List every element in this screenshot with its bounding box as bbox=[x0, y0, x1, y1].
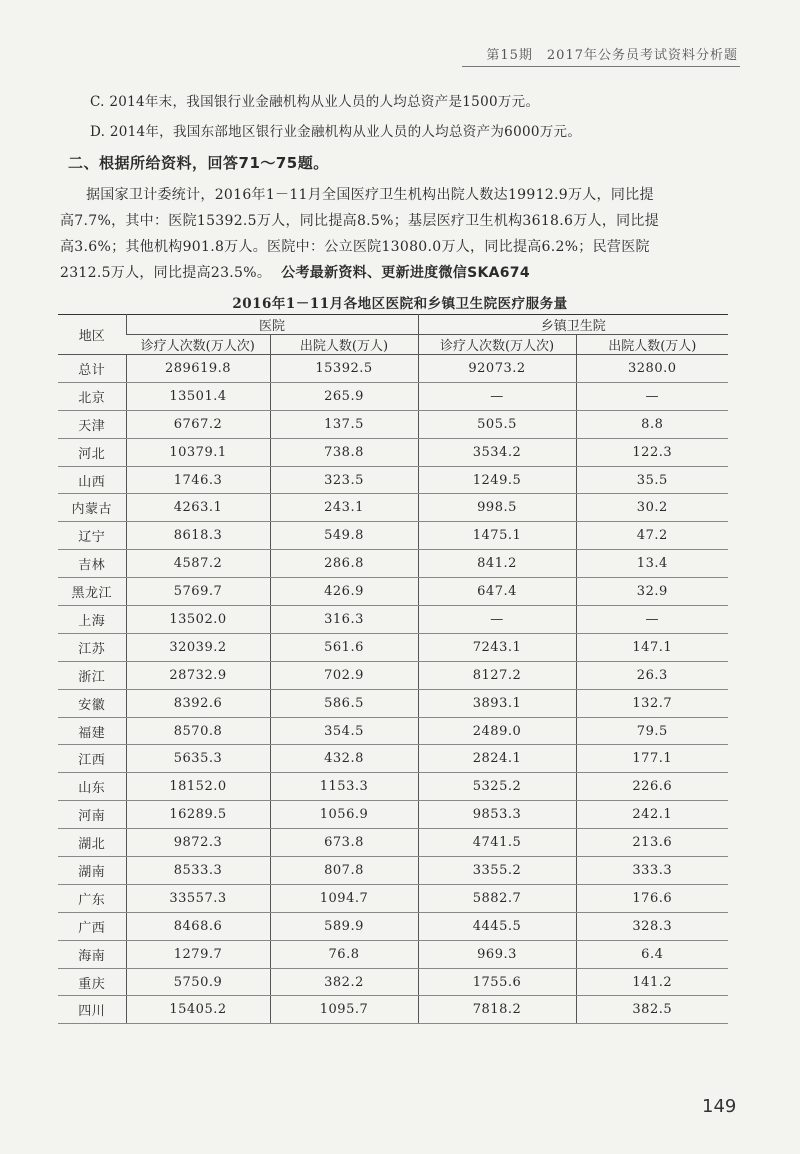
cell-region: 辽宁 bbox=[58, 522, 126, 550]
cell-hospital-visits: 4263.1 bbox=[126, 494, 270, 522]
cell-hospital-discharge: 76.8 bbox=[270, 940, 418, 968]
header-township-discharge: 出院人数(万人) bbox=[576, 335, 728, 355]
cell-hospital-discharge: 561.6 bbox=[270, 633, 418, 661]
paragraph-line-4-text: 2312.5万人，同比提高23.5%。 bbox=[60, 265, 272, 281]
cell-region: 河北 bbox=[58, 438, 126, 466]
table-row bbox=[58, 801, 728, 829]
cell-township-visits: 4445.5 bbox=[418, 912, 576, 940]
cell-region: 天津 bbox=[58, 410, 126, 438]
cell-township-discharge: — bbox=[576, 382, 728, 410]
cell-hospital-visits: 16289.5 bbox=[126, 801, 270, 829]
cell-township-discharge: 47.2 bbox=[576, 522, 728, 550]
cell-township-visits: 5325.2 bbox=[418, 773, 576, 801]
cell-township-visits: 3534.2 bbox=[418, 438, 576, 466]
table-title: 2016年1－11月各地区医院和乡镇卫生院医疗服务量 bbox=[232, 296, 568, 312]
cell-hospital-discharge: 1153.3 bbox=[270, 773, 418, 801]
cell-township-visits: 3893.1 bbox=[418, 689, 576, 717]
cell-hospital-visits: 1279.7 bbox=[126, 940, 270, 968]
cell-township-visits: 647.4 bbox=[418, 578, 576, 606]
page-number: 149 bbox=[702, 1096, 737, 1117]
cell-township-discharge: 26.3 bbox=[576, 661, 728, 689]
cell-hospital-discharge: 586.5 bbox=[270, 689, 418, 717]
table-row bbox=[58, 438, 728, 466]
cell-region: 重庆 bbox=[58, 968, 126, 996]
cell-hospital-discharge: 1056.9 bbox=[270, 801, 418, 829]
table-row bbox=[58, 940, 728, 968]
table-row bbox=[58, 857, 728, 885]
cell-region: 湖北 bbox=[58, 829, 126, 857]
paragraph-line-4 bbox=[60, 262, 530, 282]
cell-township-discharge: 35.5 bbox=[576, 466, 728, 494]
table-row bbox=[58, 410, 728, 438]
paragraph-line-1: 据国家卫计委统计，2016年1－11月全国医疗卫生机构出院人数达19912.9万人，同比提 bbox=[86, 187, 654, 203]
cell-township-visits: — bbox=[418, 606, 576, 634]
cell-township-discharge: 32.9 bbox=[576, 578, 728, 606]
cell-township-visits: 8127.2 bbox=[418, 661, 576, 689]
cell-region: 山东 bbox=[58, 773, 126, 801]
cell-region: 吉林 bbox=[58, 550, 126, 578]
table-row bbox=[58, 884, 728, 912]
cell-township-visits: 841.2 bbox=[418, 550, 576, 578]
cell-hospital-discharge: 549.8 bbox=[270, 522, 418, 550]
table-row bbox=[58, 633, 728, 661]
cell-hospital-discharge: 15392.5 bbox=[270, 355, 418, 383]
cell-township-discharge: 382.5 bbox=[576, 996, 728, 1024]
cell-hospital-visits: 9872.3 bbox=[126, 829, 270, 857]
table-row bbox=[58, 578, 728, 606]
cell-township-discharge: 177.1 bbox=[576, 745, 728, 773]
cell-hospital-visits: 5635.3 bbox=[126, 745, 270, 773]
cell-hospital-discharge: 589.9 bbox=[270, 912, 418, 940]
table-row bbox=[58, 829, 728, 857]
cell-hospital-discharge: 243.1 bbox=[270, 494, 418, 522]
cell-township-visits: 1249.5 bbox=[418, 466, 576, 494]
cell-region: 内蒙古 bbox=[58, 494, 126, 522]
table-row bbox=[58, 717, 728, 745]
cell-hospital-visits: 8618.3 bbox=[126, 522, 270, 550]
cell-hospital-discharge: 807.8 bbox=[270, 857, 418, 885]
cell-region: 海南 bbox=[58, 940, 126, 968]
header-region: 地区 bbox=[58, 315, 126, 355]
cell-hospital-visits: 13502.0 bbox=[126, 606, 270, 634]
header-township: 乡镇卫生院 bbox=[418, 315, 728, 335]
cell-township-discharge: 8.8 bbox=[576, 410, 728, 438]
cell-hospital-discharge: 426.9 bbox=[270, 578, 418, 606]
watermark-text: 公考最新资料、更新进度微信SKA674 bbox=[281, 265, 530, 281]
cell-hospital-visits: 10379.1 bbox=[126, 438, 270, 466]
table-row bbox=[58, 689, 728, 717]
table-row bbox=[58, 382, 728, 410]
header-township-visits: 诊疗人次数(万人次) bbox=[418, 335, 576, 355]
cell-hospital-visits: 13501.4 bbox=[126, 382, 270, 410]
cell-hospital-visits: 8468.6 bbox=[126, 912, 270, 940]
cell-hospital-visits: 6767.2 bbox=[126, 410, 270, 438]
cell-hospital-visits: 8570.8 bbox=[126, 717, 270, 745]
cell-township-visits: 2824.1 bbox=[418, 745, 576, 773]
cell-township-visits: 92073.2 bbox=[418, 355, 576, 383]
cell-township-visits: — bbox=[418, 382, 576, 410]
cell-hospital-visits: 8392.6 bbox=[126, 689, 270, 717]
cell-hospital-visits: 8533.3 bbox=[126, 857, 270, 885]
table-row bbox=[58, 773, 728, 801]
cell-township-visits: 5882.7 bbox=[418, 884, 576, 912]
cell-region: 四川 bbox=[58, 996, 126, 1024]
cell-hospital-visits: 32039.2 bbox=[126, 633, 270, 661]
cell-hospital-discharge: 354.5 bbox=[270, 717, 418, 745]
cell-hospital-discharge: 1095.7 bbox=[270, 996, 418, 1024]
cell-hospital-discharge: 673.8 bbox=[270, 829, 418, 857]
cell-region: 江西 bbox=[58, 745, 126, 773]
table-row bbox=[58, 355, 728, 383]
cell-township-discharge: 213.6 bbox=[576, 829, 728, 857]
cell-township-discharge: 141.2 bbox=[576, 968, 728, 996]
cell-hospital-discharge: 323.5 bbox=[270, 466, 418, 494]
cell-region: 河南 bbox=[58, 801, 126, 829]
running-header: 第15期 2017年公务员考试资料分析题 bbox=[486, 48, 738, 63]
cell-region: 总计 bbox=[58, 355, 126, 383]
table-row bbox=[58, 968, 728, 996]
cell-township-visits: 969.3 bbox=[418, 940, 576, 968]
table-row bbox=[58, 550, 728, 578]
header-hospital: 医院 bbox=[126, 315, 418, 335]
table-row bbox=[58, 912, 728, 940]
cell-region: 安徽 bbox=[58, 689, 126, 717]
cell-hospital-visits: 289619.8 bbox=[126, 355, 270, 383]
cell-township-visits: 1475.1 bbox=[418, 522, 576, 550]
cell-hospital-visits: 33557.3 bbox=[126, 884, 270, 912]
cell-township-discharge: 328.3 bbox=[576, 912, 728, 940]
cell-region: 福建 bbox=[58, 717, 126, 745]
cell-township-discharge: — bbox=[576, 606, 728, 634]
cell-hospital-discharge: 265.9 bbox=[270, 382, 418, 410]
cell-hospital-visits: 5750.9 bbox=[126, 968, 270, 996]
cell-hospital-discharge: 137.5 bbox=[270, 410, 418, 438]
paragraph-line-3: 高3.6%；其他机构901.8万人。医院中：公立医院13080.0万人，同比提高6.2%；民营医院 bbox=[60, 239, 650, 255]
cell-hospital-discharge: 738.8 bbox=[270, 438, 418, 466]
cell-township-discharge: 79.5 bbox=[576, 717, 728, 745]
cell-township-discharge: 3280.0 bbox=[576, 355, 728, 383]
table-body bbox=[58, 355, 728, 1024]
cell-hospital-visits: 4587.2 bbox=[126, 550, 270, 578]
cell-hospital-discharge: 1094.7 bbox=[270, 884, 418, 912]
cell-hospital-discharge: 382.2 bbox=[270, 968, 418, 996]
cell-township-discharge: 226.6 bbox=[576, 773, 728, 801]
cell-township-visits: 7818.2 bbox=[418, 996, 576, 1024]
option-c: C. 2014年末，我国银行业金融机构从业人员的人均总资产是1500万元。 bbox=[90, 94, 540, 110]
header-hospital-visits: 诊疗人次数(万人次) bbox=[126, 335, 270, 355]
cell-township-visits: 998.5 bbox=[418, 494, 576, 522]
table-row bbox=[58, 661, 728, 689]
cell-township-discharge: 333.3 bbox=[576, 857, 728, 885]
cell-hospital-visits: 5769.7 bbox=[126, 578, 270, 606]
cell-hospital-discharge: 432.8 bbox=[270, 745, 418, 773]
cell-region: 上海 bbox=[58, 606, 126, 634]
cell-township-discharge: 6.4 bbox=[576, 940, 728, 968]
table-row bbox=[58, 606, 728, 634]
cell-hospital-visits: 15405.2 bbox=[126, 996, 270, 1024]
cell-township-visits: 9853.3 bbox=[418, 801, 576, 829]
cell-hospital-discharge: 702.9 bbox=[270, 661, 418, 689]
cell-region: 浙江 bbox=[58, 661, 126, 689]
cell-township-visits: 2489.0 bbox=[418, 717, 576, 745]
cell-township-discharge: 132.7 bbox=[576, 689, 728, 717]
cell-township-visits: 4741.5 bbox=[418, 829, 576, 857]
header-rule bbox=[462, 66, 740, 67]
cell-township-visits: 3355.2 bbox=[418, 857, 576, 885]
paragraph-line-2: 高7.7%，其中：医院15392.5万人，同比提高8.5%；基层医疗卫生机构3618.6万人，同比提 bbox=[60, 213, 660, 229]
cell-hospital-discharge: 286.8 bbox=[270, 550, 418, 578]
cell-hospital-visits: 18152.0 bbox=[126, 773, 270, 801]
table-row bbox=[58, 494, 728, 522]
cell-region: 广东 bbox=[58, 884, 126, 912]
cell-township-discharge: 13.4 bbox=[576, 550, 728, 578]
cell-township-discharge: 176.6 bbox=[576, 884, 728, 912]
service-table bbox=[58, 314, 728, 1024]
cell-township-discharge: 122.3 bbox=[576, 438, 728, 466]
cell-township-discharge: 242.1 bbox=[576, 801, 728, 829]
cell-hospital-discharge: 316.3 bbox=[270, 606, 418, 634]
table-row bbox=[58, 745, 728, 773]
cell-region: 湖南 bbox=[58, 857, 126, 885]
option-d: D. 2014年，我国东部地区银行业金融机构从业人员的人均总资产为6000万元。 bbox=[90, 124, 582, 140]
cell-township-discharge: 30.2 bbox=[576, 494, 728, 522]
cell-region: 山西 bbox=[58, 466, 126, 494]
cell-township-visits: 505.5 bbox=[418, 410, 576, 438]
cell-township-visits: 1755.6 bbox=[418, 968, 576, 996]
table-row bbox=[58, 522, 728, 550]
cell-region: 广西 bbox=[58, 912, 126, 940]
table-row bbox=[58, 466, 728, 494]
cell-hospital-visits: 1746.3 bbox=[126, 466, 270, 494]
cell-hospital-visits: 28732.9 bbox=[126, 661, 270, 689]
cell-township-visits: 7243.1 bbox=[418, 633, 576, 661]
section-title: 二、根据所给资料，回答71～75题。 bbox=[68, 154, 329, 172]
cell-region: 黑龙江 bbox=[58, 578, 126, 606]
cell-region: 江苏 bbox=[58, 633, 126, 661]
cell-region: 北京 bbox=[58, 382, 126, 410]
table-row bbox=[58, 996, 728, 1024]
header-hospital-discharge: 出院人数(万人) bbox=[270, 335, 418, 355]
cell-township-discharge: 147.1 bbox=[576, 633, 728, 661]
